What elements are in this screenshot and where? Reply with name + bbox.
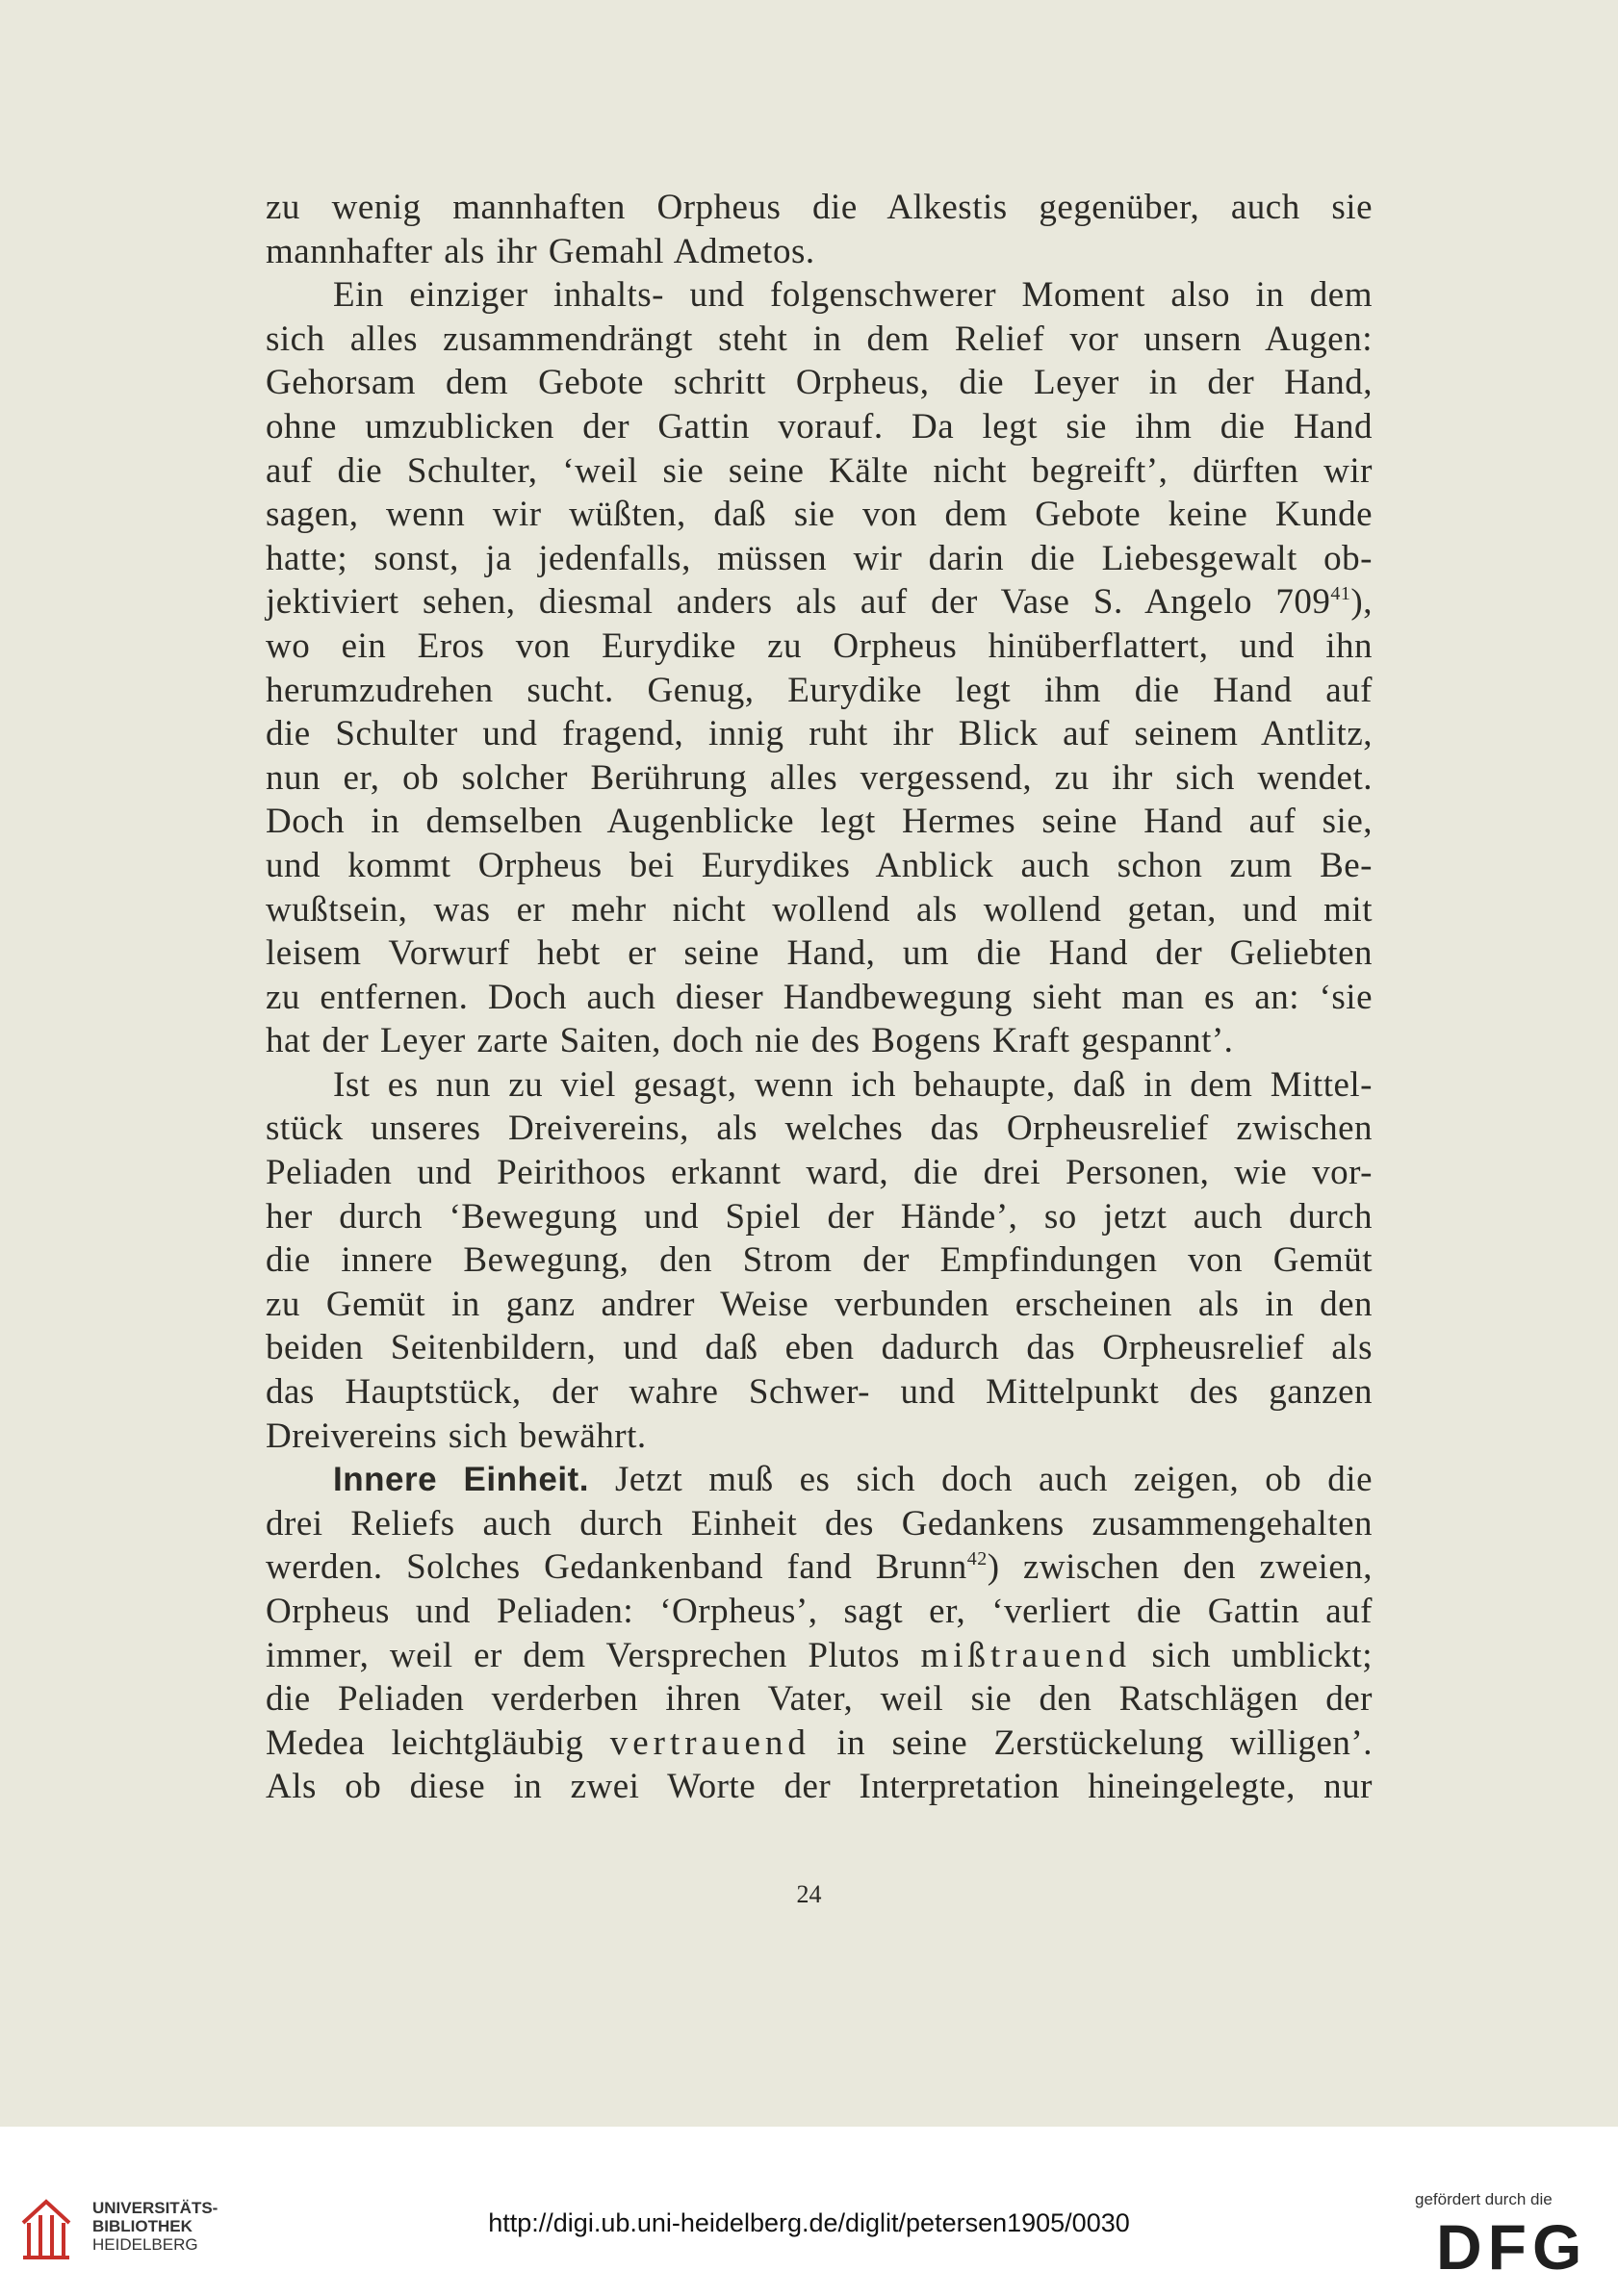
dfg-logo-icon: DFG — [1436, 2211, 1588, 2283]
text-line — [266, 976, 1373, 1020]
library-name-line-1: UNIVERSITÄTS- — [92, 2199, 218, 2217]
text-line — [266, 625, 1373, 669]
line-text: herumzudrehen sucht. Genug, Eurydike legt ihm die Hand auf — [266, 670, 1373, 710]
text-line — [266, 273, 1373, 318]
line-text: Medea leichtgläubig — [266, 1722, 610, 1763]
line-text: Dreivereins sich bewährt. — [266, 1416, 647, 1456]
text-line — [266, 1283, 1373, 1327]
line-text-continued: ), — [1350, 582, 1373, 623]
line-text: immer, weil er dem Versprechen Plutos — [266, 1635, 921, 1675]
line-text: mannhafter als ihr Gemahl Admetos. — [266, 231, 815, 271]
text-line — [266, 669, 1373, 713]
line-text: Als ob diese in zwei Worte der Interpretation hineingelegte, nur — [266, 1767, 1373, 1807]
text-line — [266, 1458, 1373, 1502]
emphasized-word: vertrauend — [609, 1722, 810, 1763]
text-line — [266, 318, 1373, 362]
line-text: zu entfernen. Doch auch dieser Handbewegung sieht man es an: ‘sie — [266, 977, 1373, 1017]
text-line — [266, 1634, 1373, 1678]
line-text: Orpheus und Peliaden: ‘Orpheus’, sagt er, ‘verliert die Gattin auf — [266, 1592, 1373, 1631]
footnote-marker[interactable]: 42 — [966, 1548, 988, 1570]
line-text: auf die Schulter, ‘weil sie seine Kälte nicht begreift’, dürften wir — [266, 450, 1373, 491]
line-text: Gehorsam dem Gebote schritt Orpheus, die Leyer in der Hand, — [266, 363, 1373, 403]
text-line — [266, 931, 1373, 976]
line-text: hatte; sonst, ja jedenfalls, müssen wir darin die Liebesgewalt ob- — [266, 538, 1373, 578]
line-text: die Schulter und fragend, innig ruht ihr Blick auf seinem Antlitz, — [266, 714, 1373, 754]
library-name-line-2: BIBLIOTHEK — [92, 2217, 193, 2235]
text-line — [266, 405, 1373, 449]
text-line — [266, 361, 1373, 405]
text-line — [266, 1195, 1373, 1239]
text-line — [266, 1722, 1373, 1766]
text-line — [266, 1765, 1373, 1809]
line-text: stück unseres Dreivereins, als welches das Orpheusrelief zwischen — [266, 1109, 1373, 1149]
line-text: zu Gemüt in ganz andrer Weise verbunden erscheinen als in den — [266, 1284, 1373, 1324]
line-text: leisem Vorwurf hebt er seine Hand, um die Hand der Geliebten — [266, 933, 1373, 974]
line-text: drei Reliefs auch durch Einheit des Gedankens zusammengehalten — [266, 1503, 1373, 1543]
line-text: und kommt Orpheus bei Eurydikes Anblick auch schon zum Be- — [266, 845, 1373, 885]
line-text-continued: ) zwischen den zweien, — [987, 1547, 1373, 1588]
body-text — [266, 186, 1373, 1809]
text-line — [266, 537, 1373, 581]
text-line — [266, 580, 1373, 625]
section-heading: Innere Einheit. — [333, 1461, 589, 1499]
line-text: die innere Bewegung, den Strom der Empfindungen von Gemüt — [266, 1240, 1373, 1281]
text-line — [266, 844, 1373, 888]
line-text: das Hauptstück, der wahre Schwer- und Mittelpunkt des ganzen — [266, 1372, 1373, 1413]
text-line — [266, 756, 1373, 801]
text-line — [266, 1063, 1373, 1108]
funding-caption: gefördert durch die — [1415, 2190, 1553, 2208]
line-text: Jetzt muß es sich doch auch zeigen, ob die — [588, 1460, 1373, 1500]
line-text-continued: in seine Zerstückelung willigen’. — [809, 1722, 1373, 1763]
line-text: hat der Leyer zarte Saiten, doch nie des Bogens Kraft gespannt’. — [266, 1021, 1234, 1061]
line-text: sagen, wenn wir wüßten, daß sie von dem Gebote keine Kunde — [266, 495, 1373, 535]
permalink-url[interactable]: http://digi.ub.uni-heidelberg.de/diglit/petersen1905/0030 — [488, 2208, 1130, 2237]
text-line — [266, 1415, 1373, 1459]
line-text-continued: sich umblickt; — [1130, 1635, 1373, 1675]
line-text: sich alles zusammendrängt steht in dem Relief vor unsern Augen: — [266, 319, 1373, 359]
text-line — [266, 230, 1373, 274]
text-line — [266, 888, 1373, 932]
text-line — [266, 1019, 1373, 1063]
text-line — [266, 1107, 1373, 1151]
line-text: Peliaden und Peirithoos erkannt ward, die drei Personen, wie vor- — [266, 1153, 1373, 1193]
line-text: Ist es nun zu viel gesagt, wenn ich behaupte, daß in dem Mittel- — [333, 1064, 1373, 1105]
text-line — [266, 493, 1373, 537]
text-line — [266, 186, 1373, 230]
text-line — [266, 1502, 1373, 1546]
footnote-marker[interactable]: 41 — [1330, 583, 1351, 605]
text-line — [266, 1326, 1373, 1370]
line-text: her durch ‘Bewegung und Spiel der Hände’, so jetzt auch durch — [266, 1196, 1373, 1237]
line-text: Ein einziger inhalts- und folgenschwerer Moment also in dem — [333, 275, 1373, 316]
line-text: wußtsein, was er mehr nicht wollend als wollend getan, und mit — [266, 889, 1373, 930]
line-text: jektiviert sehen, diesmal anders als auf der Vase S. Angelo 709 — [266, 582, 1331, 623]
text-line — [266, 800, 1373, 844]
text-line — [266, 1590, 1373, 1634]
text-line — [266, 1238, 1373, 1283]
line-text: beiden Seitenbildern, und daß eben dadurch das Orpheusrelief als — [266, 1328, 1373, 1368]
emphasized-word: mißtrauend — [920, 1635, 1131, 1675]
line-text: zu wenig mannhaften Orpheus die Alkestis gegenüber, auch sie — [266, 188, 1373, 227]
text-line — [266, 1545, 1373, 1590]
page-number: 24 — [796, 1880, 822, 1908]
line-text: werden. Solches Gedankenband fand Brunn — [266, 1547, 967, 1588]
text-line — [266, 449, 1373, 494]
text-line — [266, 1677, 1373, 1722]
line-text: wo ein Eros von Eurydike zu Orpheus hinüberflattert, und ihn — [266, 625, 1373, 666]
library-name-line-3: HEIDELBERG — [92, 2235, 198, 2254]
line-text: Doch in demselben Augenblicke legt Hermes seine Hand auf sie, — [266, 802, 1373, 842]
text-line — [266, 1370, 1373, 1415]
text-line — [266, 712, 1373, 756]
line-text: die Peliaden verderben ihren Vater, weil sie den Ratschlägen der — [266, 1679, 1373, 1720]
line-text: ohne umzublicken der Gattin vorauf. Da legt sie ihm die Hand — [266, 406, 1373, 446]
line-text: nun er, ob solcher Berührung alles vergessend, zu ihr sich wendet. — [266, 757, 1373, 798]
text-line — [266, 1151, 1373, 1195]
